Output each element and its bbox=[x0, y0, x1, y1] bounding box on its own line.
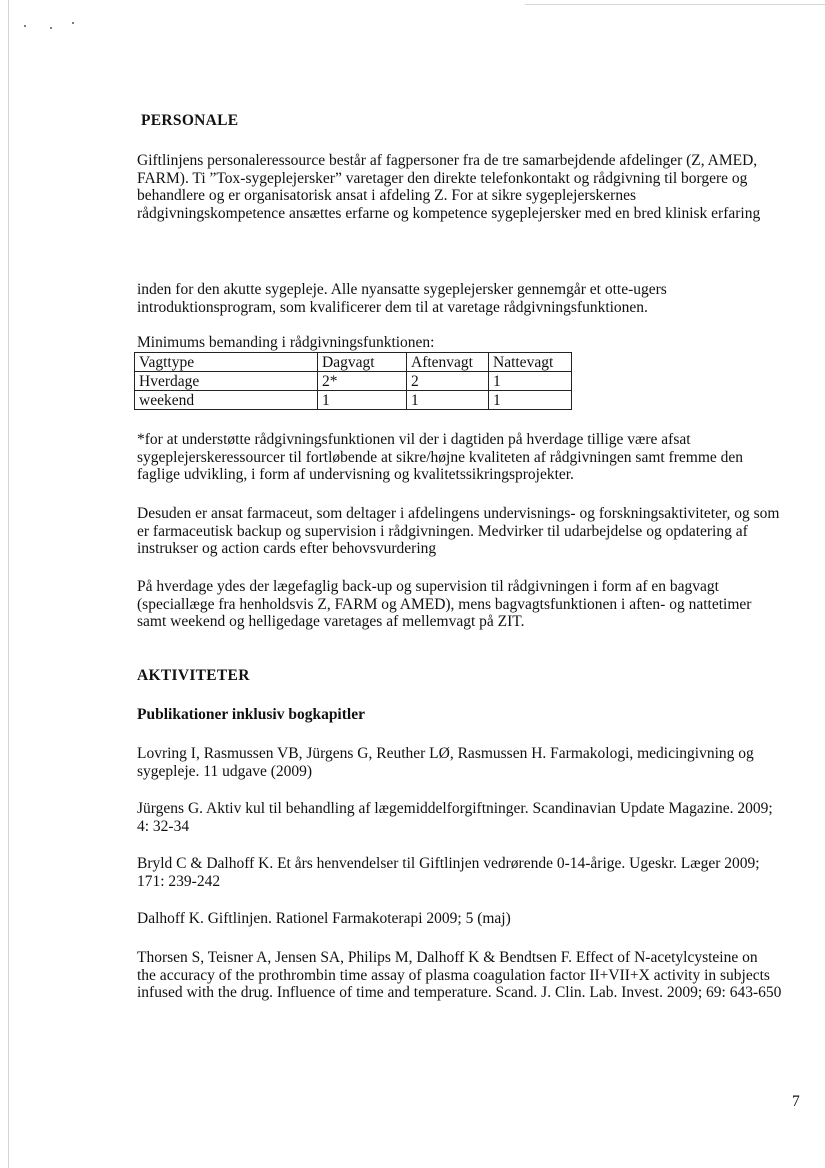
table-cell: 1 bbox=[407, 391, 489, 410]
header-cell: Vagttype bbox=[135, 353, 318, 372]
text-line: sygepleje. 11 udgave (2009) bbox=[137, 762, 313, 780]
text-line: rådgivningskompetence ansættes erfarne og kompetence sygeplejersker med en bred klinisk erfaring bbox=[137, 204, 761, 222]
text-line: *for at understøtte rådgivningsfunktionen vil der i dagtiden på hverdage tillige være afsat bbox=[137, 431, 691, 448]
text-line: Thorsen S, Teisner A, Jensen SA, Philips M, Dalhoff K & Bendtsen F. Effect of N-acetylcysteine on bbox=[137, 949, 758, 966]
table-cell: 1 bbox=[318, 391, 407, 410]
header-cell: Aftenvagt bbox=[407, 353, 489, 372]
page-number: 7 bbox=[792, 1093, 800, 1110]
staffing-table bbox=[134, 352, 572, 410]
text-line: the accuracy of the prothrombin time assay of plasma coagulation factor II+VII+X activity in subjects bbox=[137, 966, 770, 984]
text-line: Lovring I, Rasmussen VB, Jürgens G, Reuther LØ, Rasmussen H. Farmakologi, medicingivning og bbox=[137, 745, 754, 762]
text-line: instrukser og action cards efter behovsvurdering bbox=[137, 540, 437, 557]
table-cell: Hverdage bbox=[135, 372, 318, 391]
text-line: inden for den akutte sygepleje. Alle nyansatte sygeplejersker gennemgår et otte-ugers bbox=[137, 281, 667, 298]
header-cell: Nattevagt bbox=[489, 353, 572, 372]
table-cell: weekend bbox=[135, 391, 318, 410]
text-line: Dalhoff K. Giftlinjen. Rationel Farmakoterapi 2009; 5 (maj) bbox=[137, 910, 511, 927]
text-line: introduktionsprogram, som kvalificerer dem til at varetage rådgivningsfunktionen. bbox=[137, 298, 648, 316]
scan-speck bbox=[72, 22, 74, 24]
text-line: På hverdage ydes der lægefaglig back-up og supervision til rådgivningen i form af en bagvagt bbox=[137, 578, 719, 595]
personale-paragraph-2 bbox=[137, 281, 817, 316]
pharmacist-paragraph bbox=[137, 505, 817, 558]
scan-top-line bbox=[525, 4, 825, 5]
text-line: Bryld C & Dalhoff K. Et års henvendelser til Giftlinjen vedrørende 0-14-årige. Ugeskr. Læger 2009; bbox=[137, 855, 760, 872]
text-line: 171: 239-242 bbox=[137, 872, 221, 890]
table-footnote bbox=[137, 431, 817, 484]
table-cell: 1 bbox=[489, 372, 572, 391]
table-cell: 2 bbox=[407, 372, 489, 391]
publications-subheading: Publikationer inklusiv bogkapitler bbox=[137, 706, 365, 723]
table-cell: 2* bbox=[318, 372, 407, 391]
publication-entry bbox=[137, 949, 817, 1002]
text-line: Jürgens G. Aktiv kul til behandling af lægemiddelforgiftninger. Scandinavian Update Magazine. 2009; bbox=[137, 800, 773, 817]
backup-paragraph bbox=[137, 578, 817, 631]
publication-entry bbox=[137, 855, 817, 890]
text-line: 4: 32-34 bbox=[137, 817, 190, 835]
text-line: (speciallæge fra henholdsvis Z, FARM og AMED), mens bagvagtsfunktionen i aften- og nattetimer bbox=[137, 595, 752, 613]
table-row bbox=[135, 372, 572, 391]
aktiviteter-heading: AKTIVITETER bbox=[137, 667, 250, 684]
table-row bbox=[135, 391, 572, 410]
scan-speck bbox=[50, 27, 52, 29]
text-line: behandlere og er organisatorisk ansat i afdeling Z. For at sikre sygeplejerskernes bbox=[137, 187, 636, 204]
publication-entry bbox=[137, 910, 817, 928]
text-line: FARM). Ti ”Tox-sygeplejersker” varetager den direkte telefonkontakt og rådgivning til borgere og bbox=[137, 169, 748, 187]
text-line: Desuden er ansat farmaceut, som deltager i afdelingens undervisnings- og forskningsaktiviteter, og som bbox=[137, 505, 780, 522]
text-line: samt weekend og helligedage varetages af mellemvagt på ZIT. bbox=[137, 613, 525, 630]
text-line: er farmaceutisk backup og supervision i rådgivningen. Medvirker til udarbejdelse og opdatering af bbox=[137, 522, 748, 540]
personale-heading: PERSONALE bbox=[141, 112, 239, 129]
text-line: infused with the drug. Influence of time and temperature. Scand. J. Clin. Lab. Invest. 2009; 69: 643-650 bbox=[137, 984, 782, 1001]
scan-speck bbox=[24, 25, 26, 27]
publication-entry bbox=[137, 800, 817, 835]
text-line: Giftlinjens personaleressource består af fagpersoner fra de tre samarbejdende afdelinger (Z, AMED, bbox=[137, 152, 758, 169]
table-caption: Minimums bemanding i rådgivningsfunktionen: bbox=[137, 334, 435, 351]
text-line: faglige udvikling, i form af undervisning og kvalitetssikringsprojekter. bbox=[137, 466, 574, 483]
personale-paragraph-1 bbox=[137, 152, 817, 222]
text-line: sygeplejerskeressourcer til fortløbende at sikre/højne kvaliteten af rådgivningen samt fremme den bbox=[137, 448, 744, 466]
table-cell: 1 bbox=[489, 391, 572, 410]
publication-entry bbox=[137, 745, 817, 780]
scan-margin-line bbox=[8, 0, 9, 1168]
header-cell: Dagvagt bbox=[318, 353, 407, 372]
table-header-row bbox=[135, 353, 572, 372]
